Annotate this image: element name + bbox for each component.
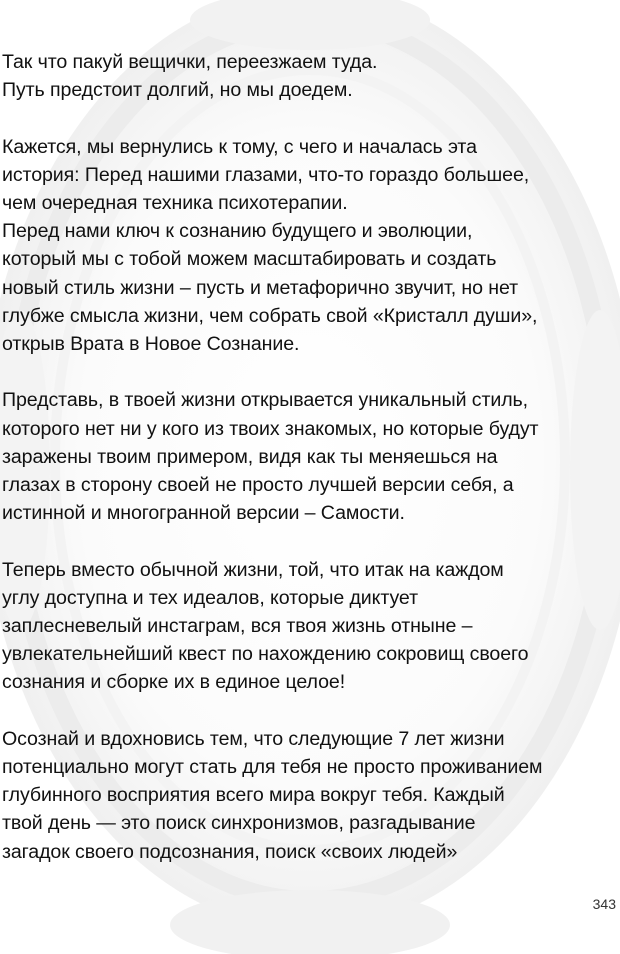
- text-line: углу доступна и тех идеалов, которые диктует: [2, 586, 418, 609]
- paragraph: [0, 133, 620, 359]
- text-line: потенциально могут стать для тебя не просто проживанием: [2, 756, 543, 779]
- text-line: глубже смысла жизни, чем собрать свой «Кристалл души»,: [2, 304, 538, 327]
- text-line: чем очередная техника психотерапии.: [2, 192, 348, 214]
- text-line: истинной и многогранной версии – Самости.: [2, 502, 405, 525]
- text-line: твой день — это поиск синхронизмов, разгадывание: [2, 812, 476, 835]
- paragraph: [0, 556, 620, 697]
- text-line: Осознай и вдохновись тем, что следующие 7 лет жизни: [2, 727, 505, 750]
- text-line: заплесневелый инстаграм, вся твоя жизнь отныне –: [2, 615, 473, 638]
- paragraph: [0, 725, 620, 866]
- text-line: заражены твоим примером, видя как ты меняешься на: [2, 445, 498, 468]
- paragraph: [0, 48, 620, 104]
- text-line: увлекательнейший квест по нахождению сокровищ своего: [2, 643, 529, 666]
- text-line: глазах в сторону своей не просто лучшей версии себя, а: [2, 474, 514, 497]
- paragraph: [0, 386, 620, 527]
- text-line: Представь, в твоей жизни открывается уникальный стиль,: [2, 389, 529, 412]
- text-line: Так что пакуй вещички, переезжаем туда.: [2, 51, 378, 73]
- text-line: загадок своего подсознания, поиск «своих людей»: [2, 840, 458, 863]
- text-line: Путь предстоит долгий, но мы доедем.: [2, 79, 353, 102]
- text-line: которого нет ни у кого из твоих знакомых, но которые будут: [2, 417, 539, 440]
- text-line: Теперь вместо обычной жизни, той, что итак на каждом: [2, 558, 504, 581]
- body-text: [0, 48, 620, 894]
- page-number: 343: [592, 896, 616, 912]
- text-line: история: Перед нашими глазами, что-то гораздо большее,: [2, 163, 530, 186]
- text-line: новый стиль жизни – пусть и метафорично звучит, но нет: [2, 276, 518, 299]
- text-line: глубинного восприятия всего мира вокруг тебя. Каждый: [2, 784, 505, 807]
- text-line: который мы с тобой можем масштабировать и создать: [2, 248, 497, 271]
- text-line: Перед нами ключ к сознанию будущего и эволюции,: [2, 220, 473, 243]
- text-line: открыв Врата в Новое Сознание.: [2, 333, 300, 356]
- text-line: Кажется, мы вернулись к тому, с чего и началась эта: [2, 135, 477, 158]
- text-line: сознания и сборке их в единое целое!: [2, 671, 346, 694]
